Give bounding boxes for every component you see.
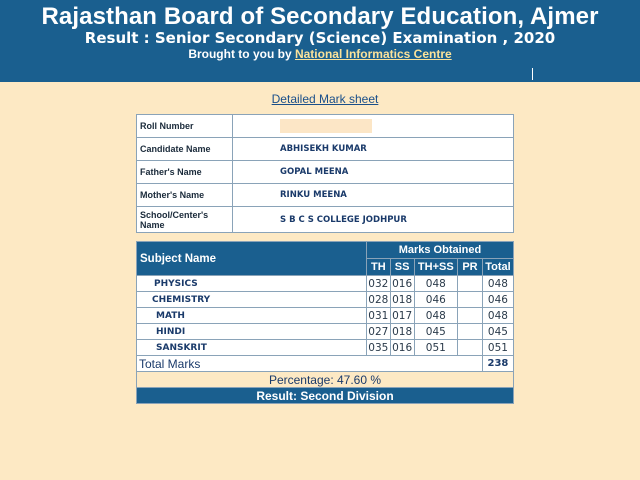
thss-mark: 051 bbox=[414, 340, 458, 356]
subject-row bbox=[137, 308, 514, 324]
roll-number-mask bbox=[280, 119, 372, 133]
brought-by-line bbox=[0, 47, 640, 61]
th-mark: 031 bbox=[368, 309, 389, 322]
pr-mark bbox=[458, 308, 483, 324]
roll-row bbox=[137, 115, 514, 138]
th-mark: 028 bbox=[368, 293, 389, 306]
col-thss-header: TH+SS bbox=[414, 259, 458, 276]
total-marks-row bbox=[137, 356, 514, 372]
marks-obtained-header: Marks Obtained bbox=[366, 242, 513, 259]
ss-mark: 016 bbox=[392, 341, 413, 354]
site-header bbox=[0, 0, 640, 82]
board-title: Rajasthan Board of Secondary Education, Ajmer bbox=[41, 3, 599, 30]
brought-by-prefix: Brought to you by bbox=[188, 47, 295, 61]
subject-name: HINDI bbox=[137, 324, 367, 340]
header-divider bbox=[532, 68, 533, 80]
candidate-name-row bbox=[137, 138, 514, 161]
thss-mark: 048 bbox=[414, 276, 458, 292]
subject-row bbox=[137, 276, 514, 292]
school-label: School/Center's Name bbox=[137, 207, 233, 233]
percentage-text: Percentage: 47.60 % bbox=[137, 372, 514, 388]
subject-name: SANSKRIT bbox=[137, 340, 367, 356]
subject-row bbox=[137, 292, 514, 308]
nic-link[interactable]: National Informatics Centre bbox=[294, 47, 452, 61]
subject-name: CHEMISTRY bbox=[137, 292, 367, 308]
total-mark: 051 bbox=[482, 340, 513, 356]
mother-name-label: Mother's Name bbox=[137, 184, 233, 207]
marks-table bbox=[136, 241, 514, 404]
ss-mark: 018 bbox=[392, 325, 413, 338]
col-pr-header: PR bbox=[458, 259, 483, 276]
total-marks-label: Total Marks bbox=[137, 356, 483, 372]
ss-mark: 016 bbox=[392, 277, 413, 290]
roll-value bbox=[233, 115, 514, 138]
subject-name-header: Subject Name bbox=[137, 242, 367, 276]
subject-row bbox=[137, 340, 514, 356]
pr-mark bbox=[458, 276, 483, 292]
father-name-row bbox=[137, 161, 514, 184]
exam-subtitle: Result : Senior Secondary (Science) Examination , 2020 bbox=[84, 29, 556, 47]
total-mark: 048 bbox=[482, 276, 513, 292]
total-mark: 048 bbox=[482, 308, 513, 324]
subject-row bbox=[137, 324, 514, 340]
col-total-header: Total bbox=[482, 259, 513, 276]
candidate-info-table bbox=[136, 114, 514, 233]
pr-mark bbox=[458, 292, 483, 308]
roll-label: Roll Number bbox=[137, 115, 233, 138]
mark-sheet-title: Detailed Mark sheet bbox=[271, 92, 379, 106]
col-th-header: TH bbox=[366, 259, 390, 276]
ss-mark: 018 bbox=[392, 293, 413, 306]
thss-mark: 048 bbox=[414, 308, 458, 324]
father-name-value: GOPAL MEENA bbox=[233, 161, 514, 184]
thss-mark: 046 bbox=[414, 292, 458, 308]
total-mark: 045 bbox=[482, 324, 513, 340]
mother-name-value: RINKU MEENA bbox=[233, 184, 514, 207]
th-mark: 027 bbox=[368, 325, 389, 338]
th-mark: 032 bbox=[368, 277, 389, 290]
pr-mark bbox=[458, 324, 483, 340]
th-mark: 035 bbox=[368, 341, 389, 354]
result-row bbox=[137, 388, 514, 404]
subject-name: MATH bbox=[137, 308, 367, 324]
total-marks-value: 238 bbox=[482, 356, 513, 372]
percentage-row bbox=[137, 372, 514, 388]
school-value: S B C S COLLEGE JODHPUR bbox=[233, 207, 514, 233]
school-row bbox=[137, 207, 514, 233]
col-ss-header: SS bbox=[390, 259, 414, 276]
pr-mark bbox=[458, 340, 483, 356]
subject-name: PHYSICS bbox=[137, 276, 367, 292]
result-text: Result: Second Division bbox=[137, 388, 514, 404]
candidate-name-label: Candidate Name bbox=[137, 138, 233, 161]
ss-mark: 017 bbox=[392, 309, 413, 322]
mother-name-row bbox=[137, 184, 514, 207]
candidate-name-value: ABHISEKH KUMAR bbox=[233, 138, 514, 161]
thss-mark: 045 bbox=[414, 324, 458, 340]
father-name-label: Father's Name bbox=[137, 161, 233, 184]
total-mark: 046 bbox=[482, 292, 513, 308]
